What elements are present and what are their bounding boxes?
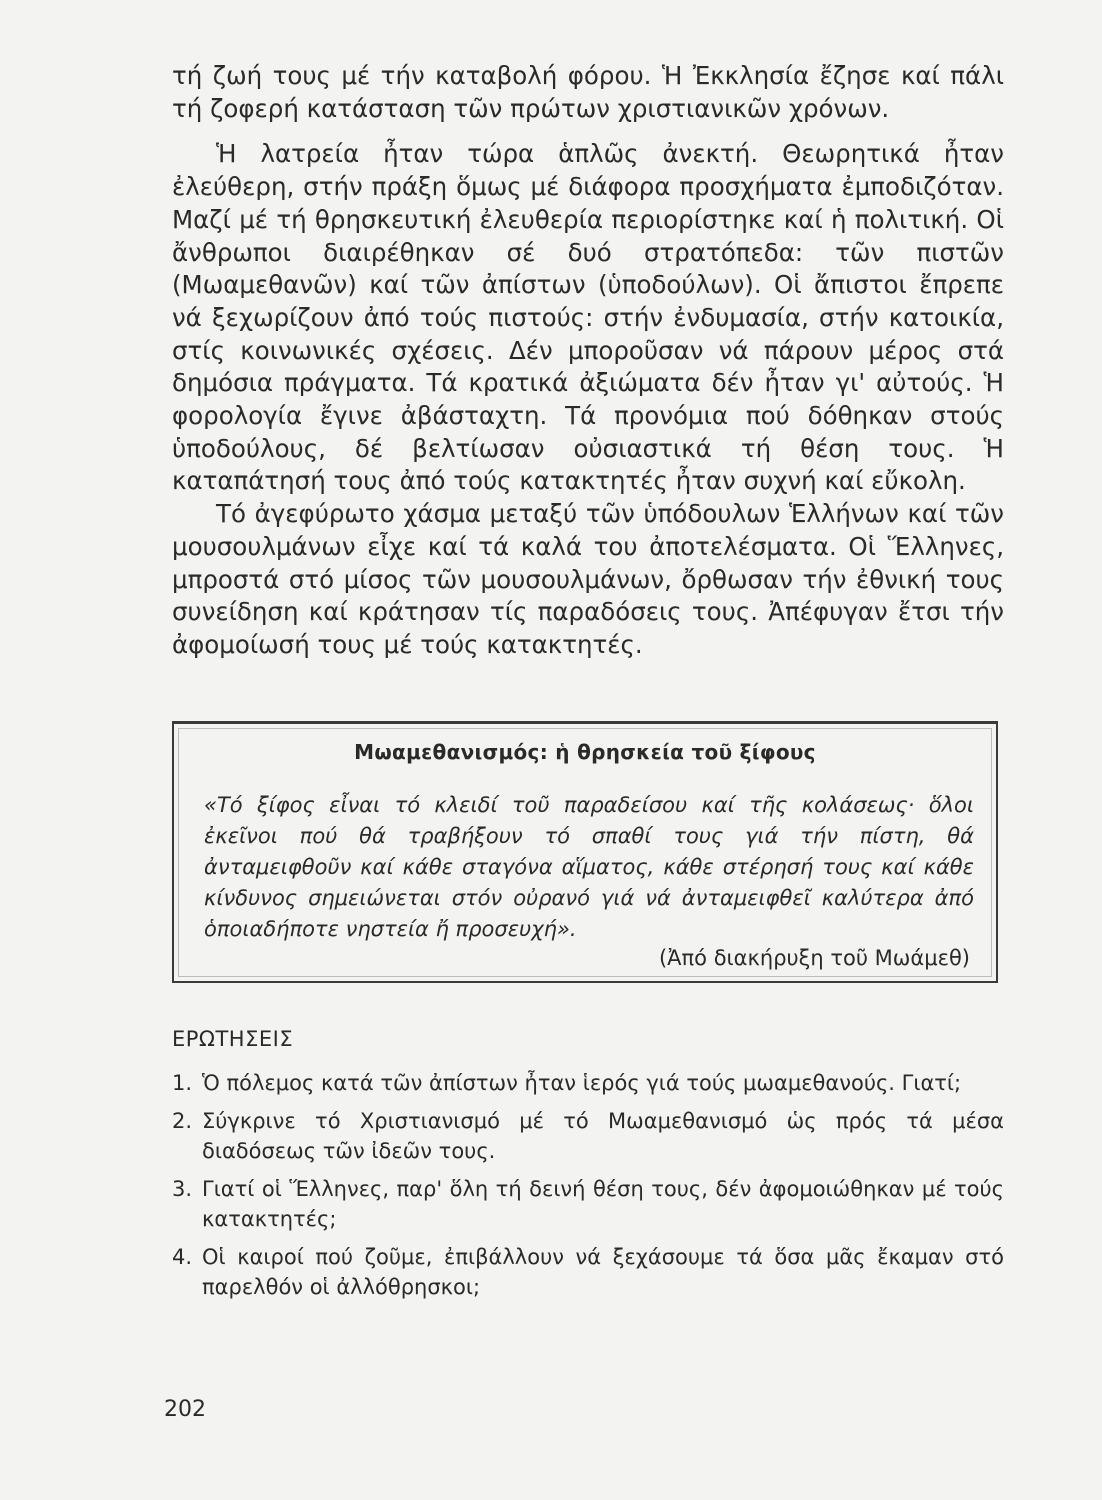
quote-box <box>172 721 998 983</box>
questions-list <box>172 1068 1004 1310</box>
question-text: Ὁ πόλεμος κατά τῶν ἀπίστων ἦταν ἱερός γιά τούς μωαμεθανούς. Γιατί; <box>202 1071 962 1095</box>
quote-box-title: Μωαμεθανισμός: ἡ θρησκεία τοῦ ξίφους <box>354 740 816 764</box>
paragraph-gap: Τό ἀγεφύρωτο χάσμα μεταξύ τῶν ὑπόδουλων Ἑλλήνων καί τῶν μουσουλμάνων εἶχε καί τά καλά του ἀποτελέσματα. Οἱ Ἕλληνες, μπροστά στό μίσος τῶν μουσουλμάνων, ὄρθωσαν τήν ἐθνική τους συνείδηση καί κράτησαν τίς παραδόσεις τους. Ἀπέφυγαν ἔτσι τήν ἀφομοίωσή τους μέ τούς κατακτητές. <box>172 499 1004 659</box>
question-number: 2. <box>172 1109 193 1133</box>
question-item <box>172 1242 1004 1302</box>
page-number: 202 <box>164 1397 206 1422</box>
quote-text: «Τό ξίφος εἶναι τό κλειδί τοῦ παραδείσου καί τῆς κολάσεως· ὅλοι ἐκεῖνοι πού θά τραβήξουν τό σπαθί τους γιά τήν πίστη, θά ἀνταμειφθοῦν καί κάθε σταγόνα αἵματος, κάθε στέρησή τους καί κάθε κίνδυνος σημειώνεται στόν οὐρανό γιά νά ἀνταμειφθεῖ καλύτερα ἀπό ὁποιαδήποτε νηστεία ἤ προσευχή». <box>204 793 974 941</box>
question-text: Γιατί οἱ Ἕλληνες, παρ' ὅλη τή δεινή θέση τους, δέν ἀφομοιώθηκαν μέ τούς κατακτητές; <box>202 1177 1004 1231</box>
question-text: Σύγκρινε τό Χριστιανισμό μέ τό Μωαμεθανισμό ὡς πρός τά μέσα διαδόσεως τῶν ἰδεῶν τους. <box>202 1109 1004 1163</box>
paragraph-continuation: τή ζωή τους μέ τήν καταβολή φόρου. Ἡ Ἐκκλησία ἔζησε καί πάλι τή ζοφερή κατάσταση τῶν πρώτων χριστιανικῶν χρόνων. <box>172 61 1004 123</box>
question-number: 4. <box>172 1245 193 1269</box>
paragraph-worship: Ἡ λατρεία ἦταν τώρα ἁπλῶς ἀνεκτή. Θεωρητικά ἦταν ἐλεύθερη, στήν πράξη ὅμως μέ διάφορα προσχήματα ἐμποδιζόταν. Μαζί μέ τή θρησκευτική ἐλευθερία περιορίστηκε καί ἡ πολιτική. Οἱ ἄνθρωποι διαιρέθηκαν σέ δυό στρατόπεδα: τῶν πιστῶν (Μωαμεθανῶν) καί τῶν ἀπίστων (ὑποδούλων). Οἱ ἄπιστοι ἔπρεπε νά ξεχωρίζουν ἀπό τούς πιστούς: στήν ἐνδυμασία, στήν κατοικία, στίς κοινωνικές σχέσεις. Δέν μποροῦσαν νά πάρουν μέρος στά δημόσια πράγματα. Τά κρατικά ἀξιώματα δέν ἦταν γι' αὐτούς. Ἡ φορολογία ἔγινε ἀβάσταχτη. Τά προνόμια πού δόθηκαν στούς ὑποδούλους, δέ βελτίωσαν οὐσιαστικά τή θέση τους. Ἡ καταπάτησή τους ἀπό τούς κατακτητές ἦταν συχνή καί εὔκολη. <box>172 139 1004 496</box>
question-number: 1. <box>172 1071 193 1095</box>
question-text: Οἱ καιροί πού ζοῦμε, ἐπιβάλλουν νά ξεχάσουμε τά ὅσα μᾶς ἔκαμαν στό παρελθόν οἱ ἀλλόθρησκοι; <box>202 1245 1004 1299</box>
quote-source: (Ἀπό διακήρυξη τοῦ Μωάμεθ) <box>658 946 970 970</box>
question-item <box>172 1106 1004 1166</box>
question-item <box>172 1174 1004 1234</box>
questions-heading: ΕΡΩΤΗΣΕΙΣ <box>172 1027 294 1051</box>
question-item <box>172 1068 1004 1098</box>
question-number: 3. <box>172 1177 193 1201</box>
main-text <box>172 60 1004 662</box>
